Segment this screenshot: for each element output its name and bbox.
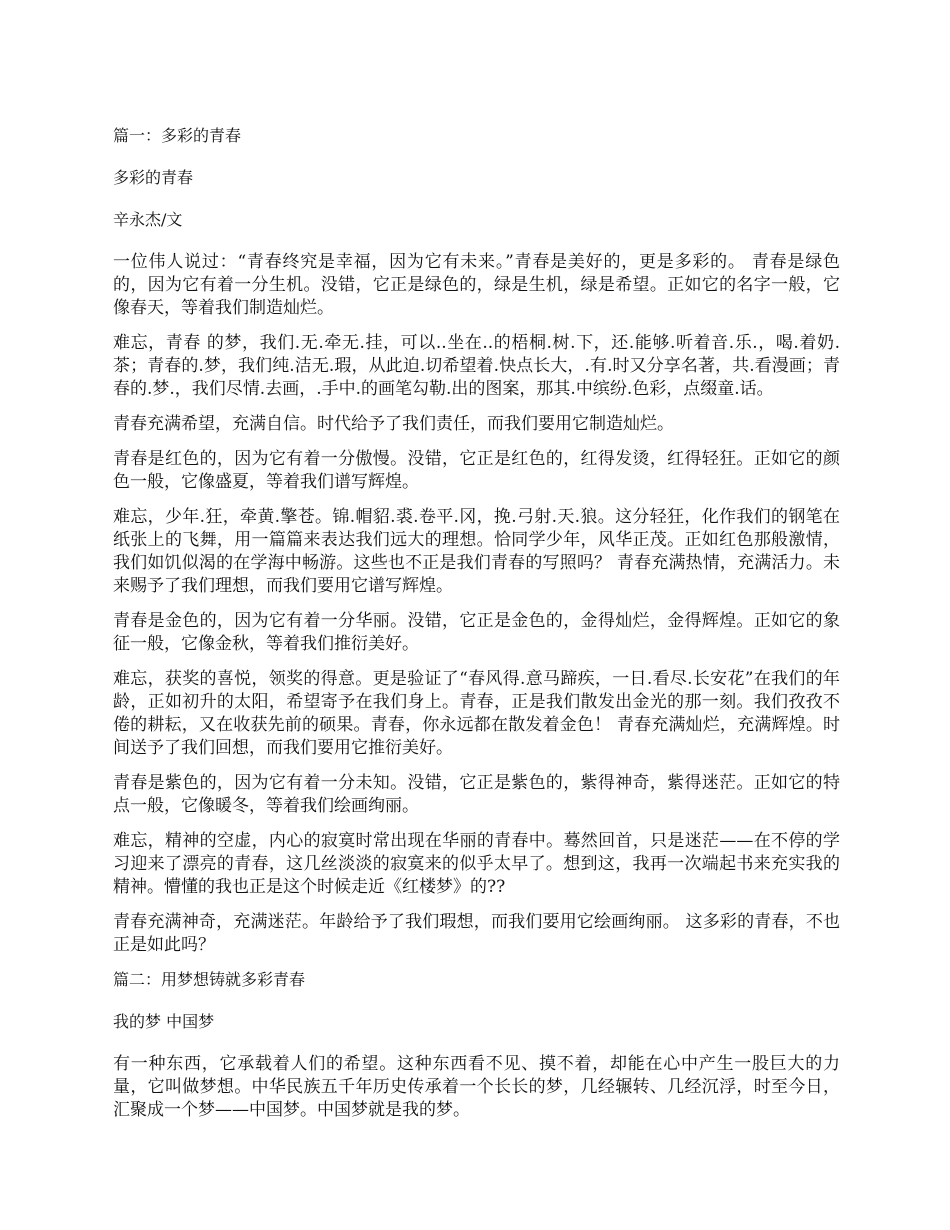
paragraph: 有一种东西，它承载着人们的希望。这种东西看不见、摸不着，却能在心中产生一股巨大的力量，它叫做梦想。中华民族五千年历史传承着一个长长的梦，几经辗转、几经沉浮，时至今日，汇聚成一个梦——中国梦。中国梦就是我的梦。 bbox=[113, 1054, 840, 1120]
article-2-title: 我的梦 中国梦 bbox=[113, 1012, 215, 1031]
document-page bbox=[113, 125, 840, 1134]
section-1-title: 篇一：多彩的青春 bbox=[113, 126, 242, 145]
paragraph: 难忘，青春 的梦，我们.无.牵无.挂，可以..坐在..的梧桐.树.下，还.能够.听着音.乐.，喝.着奶.茶；青春的.梦，我们纯.洁无.瑕，从此迫.切希望着.快点长大，.有.时又分享名著，共.看漫画；青春的.梦.，我们尽情.去画，.手中.的画笔勾勒.出的图案，那其.中缤纷.色彩，点缀童.话。 bbox=[113, 333, 840, 399]
paragraph: 难忘，获奖的喜悦，领奖的得意。更是验证了“春风得.意马蹄疾，一日.看尽.长安花”在我们的年龄，正如初升的太阳，希望寄予在我们身上。青春，正是我们散发出金光的那一刻。我们孜孜不倦的耕耘，又在收获先前的硕果。青春，你永远都在散发着金色！ 青春充满灿烂，充满辉煌。时间送予了我们回想，而我们要用它推衍美好。 bbox=[113, 669, 840, 758]
paragraph: 青春是金色的，因为它有着一分华丽。没错，它正是金色的，金得灿烂，金得辉煌。正如它的象征一般，它像金秋，等着我们推衍美好。 bbox=[113, 611, 840, 654]
paragraph: 青春是紫色的，因为它有着一分未知。没错，它正是紫色的，紫得神奇，紫得迷茫。正如它的特点一般，它像暖冬，等着我们绘画绚丽。 bbox=[113, 773, 840, 816]
paragraph: 难忘，少年.狂，牵黄.擎苍。锦.帽貂.裘.卷平.冈，挽.弓射.天.狼。这分轻狂，化作我们的钢笔在纸张上的飞舞，用一篇篇来表达我们远大的理想。恰同学少年，风华正茂。正如红色那般激情，我们如饥似渴的在学海中畅游。这些也不正是我们青春的写照吗？ 青春充满热情，充满活力。未来赐予了我们理想，而我们要用它谱写辉煌。 bbox=[113, 507, 840, 596]
paragraph: 一位伟人说过：“青春终究是幸福，因为它有未来。”青春是美好的，更是多彩的。 青春是绿色的，因为它有着一分生机。没错，它正是绿色的，绿是生机，绿是希望。正如它的名字一般，它像春天，等着我们制造灿烂。 bbox=[113, 252, 840, 318]
paragraph: 难忘，精神的空虚，内心的寂寞时常出现在华丽的青春中。蓦然回首，只是迷茫——在不停的学习迎来了漂亮的青春，这几丝淡淡的寂寞来的似乎太早了。想到这，我再一次端起书来充实我的精神。懵懂的我也正是这个时候走近《红楼梦》的?? bbox=[113, 831, 840, 897]
paragraph: 青春是红色的，因为它有着一分傲慢。没错，它正是红色的，红得发烫，红得轻狂。正如它的颜色一般，它像盛夏，等着我们谱写辉煌。 bbox=[113, 449, 840, 492]
paragraph: 青春充满希望，充满自信。时代给予了我们责任，而我们要用它制造灿烂。 bbox=[113, 414, 674, 434]
article-title: 多彩的青春 bbox=[113, 168, 194, 187]
paragraph: 青春充满神奇，充满迷茫。年龄给予了我们瑕想，而我们要用它绘画绚丽。 这多彩的青春，不也正是如此吗？ bbox=[113, 912, 840, 955]
section-2-title: 篇二：用梦想铸就多彩青春 bbox=[113, 970, 306, 989]
author-line: 辛永杰/文 bbox=[113, 210, 183, 229]
